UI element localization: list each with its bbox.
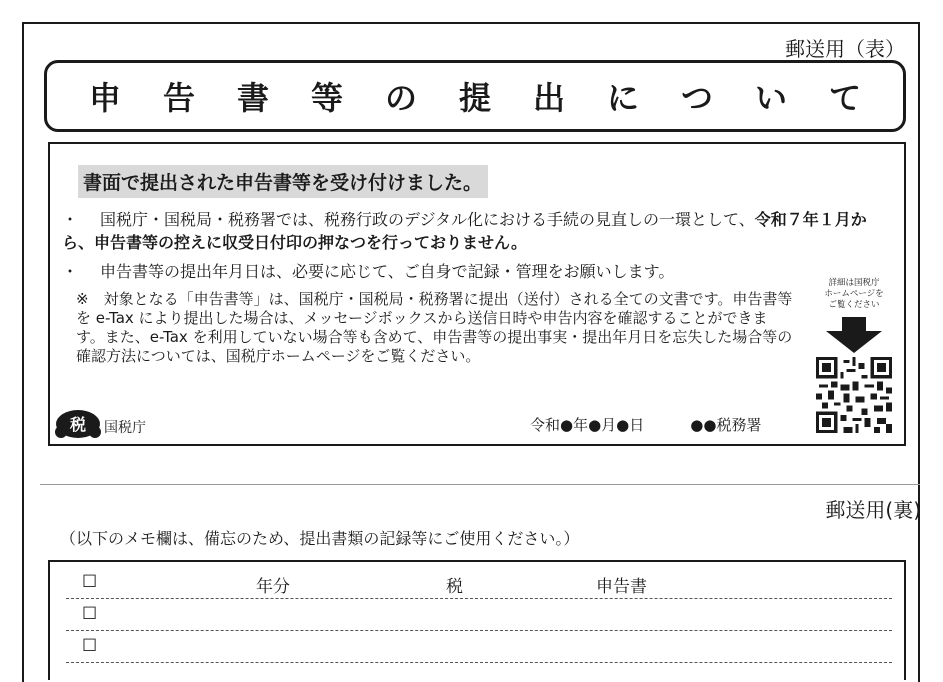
memo-tax-label: 税 [446,577,463,597]
qr-code-icon[interactable] [816,357,892,433]
notice-headline: 書面で提出された申告書等を受け付けました。 [78,165,488,198]
memo-instruction: （以下のメモ欄は、備忘のため、提出書類の記録等にご使用ください。） [60,529,580,548]
mail-label-front: 郵送用（表） [785,37,905,61]
logo-mark-text: 税 [69,415,87,434]
memo-checkbox[interactable]: ☐ [82,572,98,592]
page-divider [40,484,920,485]
title-char: に [606,79,639,117]
bullet-dot: ・ [62,210,79,229]
title-char: 提 [458,79,491,117]
agency-name: 国税庁 [104,420,146,436]
memo-box [48,560,906,680]
notice-bullet-2 [62,260,822,283]
title-char: 書 [236,79,269,117]
notice-box [48,142,906,446]
title-char: い [754,79,787,117]
tax-office: ●●税務署 [690,416,762,434]
qr-caption-line: 詳細は国税庁 [828,278,880,288]
memo-year-label: 年分 [256,577,290,597]
title-char: つ [680,79,713,117]
document-title [44,60,906,132]
memo-row [66,566,892,599]
title-char: て [828,79,861,117]
qr-section [816,278,892,433]
mail-label-back: 郵送用(裏) [825,498,921,522]
tax-agency-logo-icon [54,408,102,440]
title-char: 申 [88,79,121,117]
memo-checkbox[interactable]: ☐ [82,636,98,656]
memo-form-label: 申告書 [596,577,647,597]
notice-footnote: ※ 対象となる「申告書等」は、国税庁・国税局・税務署に提出（送付）される全ての文書です。申告書等を e-Tax により提出した場合は、メッセージボックスから送信日時や申告内容を確認することができます。また、e-Tax を利用していない場合等も含めて、申告書等の提出事実・提出年月日を忘失した場合等の確認方法については、国税庁ホームページをご覧ください。 [76,290,793,365]
agency-logo [54,408,146,440]
bullet-1-text: 国税庁・国税局・税務署では、税務行政のデジタル化における手続の見直しの一環として、 [100,210,755,229]
title-char: 等 [310,79,343,117]
notice-bullet-1 [62,208,888,254]
memo-row [66,598,892,631]
qr-caption-line: ご覧ください [828,300,880,310]
qr-caption-line: ホームページを [824,289,884,299]
bullet-dot: ・ [62,262,79,281]
down-arrow-icon [826,317,882,353]
title-char: の [384,79,417,117]
date-office-line [530,414,761,435]
memo-checkbox[interactable]: ☐ [82,604,98,624]
qr-caption [816,278,892,311]
title-char: 告 [162,79,195,117]
issue-date: 令和●年●月●日 [530,416,645,434]
bullet-2-text: 申告書等の提出年月日は、必要に応じて、ご自身で記録・管理をお願いします。 [100,262,675,281]
bullet-1-bold-text: 令和７年１月から、申告書等の控えに収受日付印の押なつを行っておりません。 [62,210,867,252]
memo-row [66,630,892,663]
title-char: 出 [532,79,565,117]
